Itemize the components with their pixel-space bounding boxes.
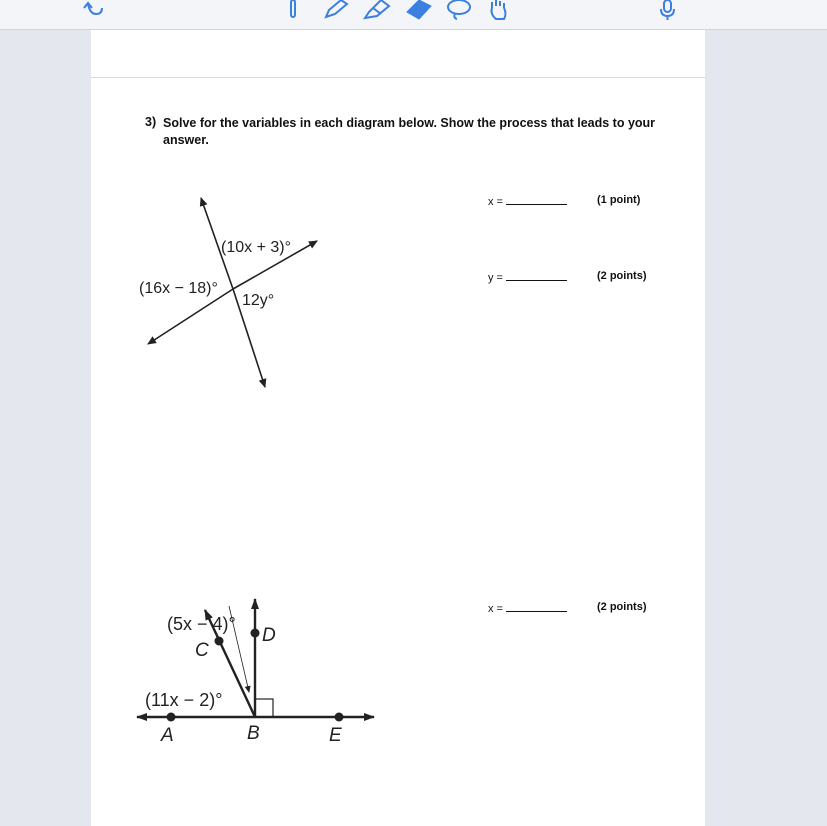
intersecting-lines-diagram <box>131 190 331 400</box>
eraser-icon[interactable] <box>403 0 433 20</box>
point-e-dot <box>335 713 344 722</box>
point-c-label: C <box>195 640 209 661</box>
question-number: 3) <box>145 115 157 129</box>
hand-icon[interactable] <box>486 0 512 22</box>
answer-y1-label: y = <box>488 272 503 284</box>
point-a-dot <box>167 713 176 722</box>
question-text: Solve for the variables in each diagram below. Show the process that leads to your answer. <box>163 116 656 147</box>
answer-y1-blank[interactable] <box>506 270 567 281</box>
angle-label-top2: (5x − 4)° <box>167 614 236 634</box>
undo-icon[interactable] <box>82 0 106 20</box>
points-y1: (2 points) <box>597 270 647 282</box>
annotation-toolbar <box>0 0 827 30</box>
point-a-label: A <box>161 725 174 746</box>
right-angle-marker <box>255 699 273 717</box>
points-x1: (1 point) <box>597 194 641 206</box>
answer-x1-label: x = <box>488 196 503 208</box>
point-e-label: E <box>329 725 342 746</box>
angle-label-top: (10x + 3)° <box>221 239 291 256</box>
point-c-dot <box>215 637 224 646</box>
answer-x2-blank[interactable] <box>506 601 567 612</box>
page-divider <box>91 77 705 78</box>
point-d-label: D <box>262 625 276 646</box>
answer-x2[interactable] <box>488 601 567 615</box>
highlighter-icon[interactable] <box>363 0 391 20</box>
point-b-label: B <box>247 723 260 744</box>
microphone-icon[interactable] <box>657 0 679 22</box>
answer-y1[interactable] <box>488 270 567 284</box>
angle-label-left2: (11x − 2)° <box>145 690 223 710</box>
answer-x1-blank[interactable] <box>506 194 567 205</box>
worksheet-page <box>91 30 705 826</box>
angle-diagram-abcde <box>131 580 381 750</box>
text-cursor-icon[interactable] <box>286 0 300 20</box>
angle-label-bottom: 12y° <box>242 292 275 309</box>
pen-icon[interactable] <box>323 0 349 20</box>
answer-x1[interactable] <box>488 194 567 208</box>
point-d-dot <box>251 629 260 638</box>
cross-line-end <box>148 289 233 344</box>
points-x2: (2 points) <box>597 601 647 613</box>
lasso-icon[interactable] <box>446 0 472 20</box>
answer-x2-label: x = <box>488 603 503 615</box>
angle-label-left: (16x − 18)° <box>139 280 218 297</box>
